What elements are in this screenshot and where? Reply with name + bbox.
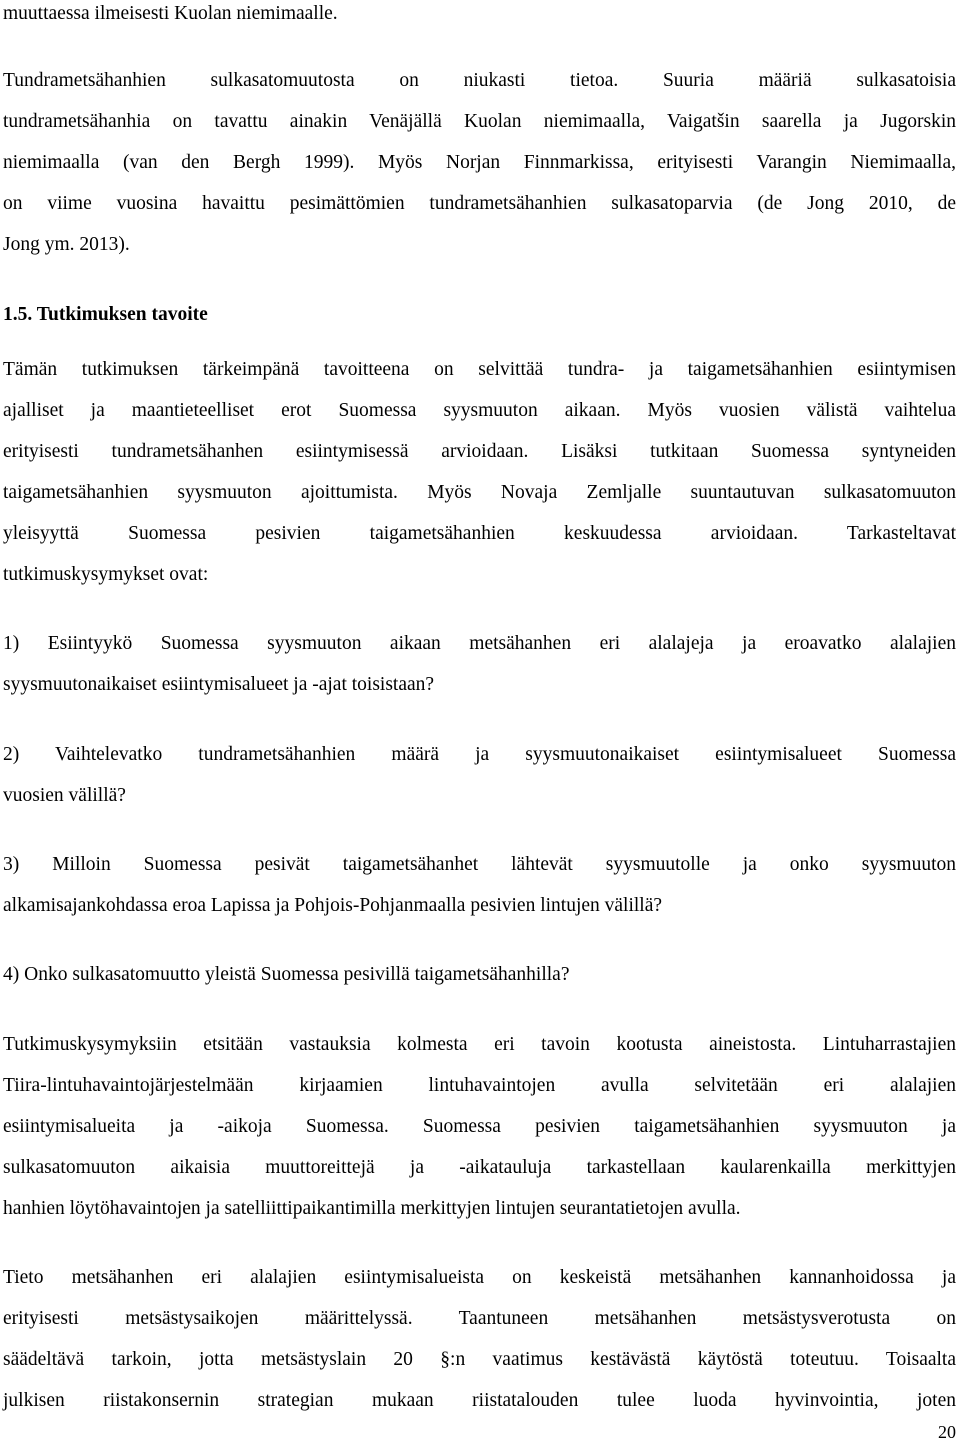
paragraph-3-line-2: Tiira-lintuhavaintojärjestelmään kirjaamien lintuhavaintojen avulla selvitetään eri alalajien: [3, 1075, 956, 1096]
question-1-line-1: 1) Esiintyykö Suomessa syysmuuton aikaan metsähanhen eri alalajeja ja eroavatko alalajien: [3, 633, 956, 654]
paragraph-4-line-3: säädeltävä tarkoin, jotta metsästyslain 20 §:n vaatimus kestävästä käytöstä toteutuu. Toisaalta: [3, 1349, 956, 1370]
page-number: 20: [938, 1422, 956, 1442]
section-heading: 1.5. Tutkimuksen tavoite: [3, 304, 208, 325]
paragraph-3-line-5: hanhien löytöhavaintojen ja satelliittipaikantimilla merkittyjen lintujen seurantatietojen avulla.: [3, 1198, 741, 1219]
paragraph-1-line-2: tundrametsähanhia on tavattu ainakin Venäjällä Kuolan niemimaalla, Vaigatšin saarella ja Jugorskin: [3, 111, 956, 132]
paragraph-4-line-4: julkisen riistakonsernin strategian mukaan riistatalouden tulee luoda hyvinvointia, joten: [3, 1390, 956, 1411]
paragraph-2-line-2: ajalliset ja maantieteelliset erot Suomessa syysmuuton aikaan. Myös vuosien välistä vaihtelua: [3, 400, 956, 421]
paragraph-1-line-1: Tundrametsähanhien sulkasatomuutosta on niukasti tietoa. Suuria määriä sulkasatoisia: [3, 70, 956, 91]
question-2-line-1: 2) Vaihtelevatko tundrametsähanhien määrä ja syysmuutonaikaiset esiintymisalueet Suomessa: [3, 744, 956, 765]
paragraph-2-line-6: tutkimuskysymykset ovat:: [3, 564, 209, 585]
paragraph-2-line-4: taigametsähanhien syysmuuton ajoittumista. Myös Novaja Zemljalle suuntautuvan sulkasatomuuton: [3, 482, 956, 503]
question-4-line-1: 4) Onko sulkasatomuutto yleistä Suomessa pesivillä taigametsähanhilla?: [3, 964, 570, 985]
question-3-line-1: 3) Milloin Suomessa pesivät taigametsähanhet lähtevät syysmuutolle ja onko syysmuuton: [3, 854, 956, 875]
paragraph-1-line-3: niemimaalla (van den Bergh 1999). Myös Norjan Finnmarkissa, erityisesti Varangin Niemimaalla,: [3, 152, 956, 173]
paragraph-1-line-4: on viime vuosina havaittu pesimättömien tundrametsähanhien sulkasatoparvia (de Jong 2010, de: [3, 193, 956, 214]
question-1-line-2: syysmuutonaikaiset esiintymisalueet ja -ajat toisistaan?: [3, 674, 435, 695]
paragraph-3-line-4: sulkasatomuuton aikaisia muuttoreittejä ja -aikatauluja tarkastellaan kaularenkailla merkittyjen: [3, 1157, 956, 1178]
question-2-line-2: vuosien välillä?: [3, 785, 126, 806]
paragraph-intro-end-line-1: muuttaessa ilmeisesti Kuolan niemimaalle.: [3, 3, 338, 24]
paragraph-1-line-5: Jong ym. 2013).: [3, 234, 130, 255]
paragraph-3-line-1: Tutkimuskysymyksiin etsitään vastauksia kolmesta eri tavoin kootusta aineistosta. Lintuharrastajien: [3, 1034, 956, 1055]
paragraph-2-line-1: Tämän tutkimuksen tärkeimpänä tavoitteena on selvittää tundra- ja taigametsähanhien esiintymisen: [3, 359, 956, 380]
question-3-line-2: alkamisajankohdassa eroa Lapissa ja Pohjois-Pohjanmaalla pesivien lintujen välillä?: [3, 895, 663, 916]
paragraph-3-line-3: esiintymisalueita ja -aikoja Suomessa. Suomessa pesivien taigametsähanhien syysmuuton ja: [3, 1116, 956, 1137]
paragraph-4-line-1: Tieto metsähanhen eri alalajien esiintymisalueista on keskeistä metsähanhen kannanhoidossa ja: [3, 1267, 956, 1288]
paragraph-4-line-2: erityisesti metsästysaikojen määrittelyssä. Taantuneen metsähanhen metsästysverotusta on: [3, 1308, 956, 1329]
paragraph-2-line-5: yleisyyttä Suomessa pesivien taigametsähanhien keskuudessa arvioidaan. Tarkasteltavat: [3, 523, 956, 544]
paragraph-2-line-3: erityisesti tundrametsähanhen esiintymisessä arvioidaan. Lisäksi tutkitaan Suomessa syntyneiden: [3, 441, 956, 462]
